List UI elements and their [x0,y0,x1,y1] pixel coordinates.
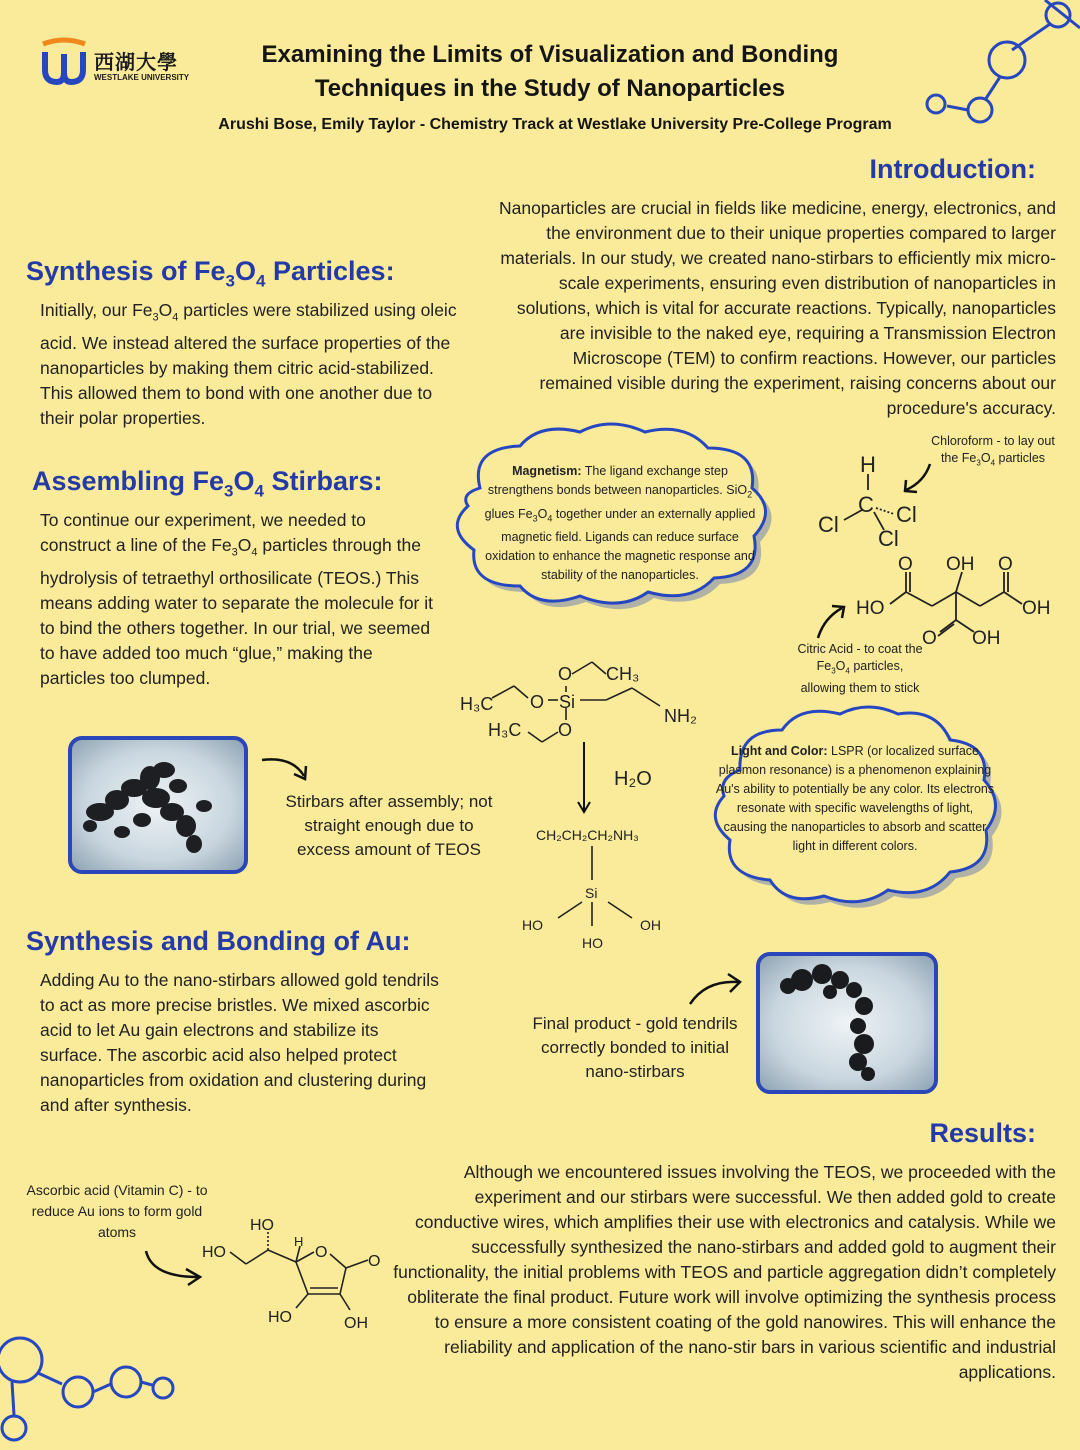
chloroform-cl-right: Cl [896,502,917,527]
results-text: Although we encountered issues involving the TEOS, we proceeded with the experiment and our stirbars were successful. We then added gold to create conductive wires, which amplifies their use with electronics and catalysis. While we successfully synthesized the nano-stirbars and added gold to augment their functionality, the initial problems with TEOS and particle aggregation didn’t completely obliterate the final product. Future work will involve optimizing the synthesis process to ensure a more consistent coating of the gold nanowires. This will enhance the reliability and application of the nano-stir bars in various scientific and industrial applications. [393,1162,1056,1382]
synthesis-heading: Synthesis of $Fe_3O_4$ Particles: [26,256,395,291]
citric-oh-bottom: OH [972,628,1001,649]
hydrolysed-si: Si [585,885,598,901]
down-arrow-icon [574,742,594,822]
curved-arrow-icon [812,602,852,642]
chloroform-cl-bottom: Cl [878,526,899,551]
citric-oh-top: OH [946,554,975,575]
citric-acid-structure [850,552,1060,652]
au-heading: Synthesis and Bonding of Au: [26,926,411,956]
curved-arrow-icon [258,752,318,792]
ascorbic-carbonyl-o: O [368,1253,381,1270]
poster-authors: Arushi Bose, Emily Taylor - Chemistry Track at Westlake University Pre-College Program [218,116,892,133]
hydrolysed-ho-bottom: HO [582,935,603,951]
citric-oh-right: OH [1022,598,1051,619]
ascorbic-acid-structure [200,1210,390,1330]
silane-o-left: O [530,692,545,712]
silane-structure [456,658,716,748]
hydrolysed-chain: CH₂CH₂CH₂NH₃ [536,827,639,843]
introduction-heading: Introduction: [869,154,1036,184]
assembling-heading: Assembling $Fe_3O_4$ Stirbars: [32,466,383,501]
logo-english: WESTLAKE UNIVERSITY [94,73,190,82]
silane-o-top: O [558,664,573,684]
curved-arrow-icon [686,970,756,1010]
silane-h3c-top: H₃C [460,694,494,714]
silane-o-bottom: O [558,720,573,740]
silane-nh2: NH₂ [664,706,697,726]
poster-title: Examining the Limits of Visualization and Bonding Techniques in the Study of Nanoparticles [261,41,839,102]
logo-chinese: 西湖大學 [94,50,178,74]
silane-si: Si [559,692,576,712]
logo [40,40,200,88]
chloroform-cl-left: Cl [818,512,839,537]
gold-tendrils-icon [760,956,934,1090]
stirbars-caption: Stirbars after assembly; not straight enough due to excess amount of TEOS [285,792,493,859]
ascorbic-oh-bottom: OH [344,1315,368,1332]
chloroform-label: Chloroform - to lay out the $Fe_3O_4$ particles [931,434,1055,468]
chloroform-structure [810,450,930,550]
ascorbic-ring-o: O [315,1244,328,1261]
citric-label: Citric Acid - to coat the $Fe_3O_4$ particles, allowing them to stick [797,642,923,695]
results-heading: Results: [929,1118,1036,1148]
citric-o-bottom: O [922,628,937,649]
chloroform-h: H [860,452,876,477]
au-text: Adding Au to the nano-stirbars allowed gold tendrils to act as more precise bristles. We mixed ascorbic acid to let Au gain electrons and stabilize its surface. The ascorbic acid also helped protect nanoparticles from oxidation and clustering during and after synthesis. [40,970,439,1115]
assembling-text: To continue our experiment, we needed to construct a line of the $Fe_3O_4$ particles through the hydrolysis of tetraethyl orthosilicate (TEOS.) This means adding water to separate the molecule for it to bind the others together. In our trial, we seemed to have added too much “glue,” making the particles too clumped. [40,510,433,688]
citric-ho-left: HO [856,598,885,619]
citric-o-right: O [998,554,1013,575]
final-product-photo [756,952,938,1094]
chloroform-c: C [858,492,874,517]
citric-o-left: O [898,554,913,575]
light-text: Light and Color: LSPR (or localized surface plasmon resonance) is a phenomenon explaining Au's ability to potentially be any color. Its electrons resonate with specific wavelengths of light, causing the nanoparticles to absorb and scatter light in different colors. [715,744,995,853]
magnetism-text: Magnetism: The ligand exchange step strengthens bonds between nanoparticles. SiO$_2$ glues $Fe_3O_4$ together under an externally applied magnetic field. Ligands can reduce surface oxidation to enhance the magnetic response and stability of the nanoparticles. [484,464,756,582]
hydrolysed-silane-structure [516,822,696,952]
molecule-decoration-bottom-icon [0,1330,200,1450]
ascorbic-h: H [294,1234,304,1249]
westlake-logo-icon [40,40,88,88]
hydrolysed-ho-left: HO [522,917,543,933]
water-label: H₂O [614,768,652,790]
final-caption: Final product - gold tendrils correctly bonded to initial nano-stirbars [532,1014,738,1081]
ascorbic-ho-left: HO [202,1244,226,1261]
stirbar-cluster-icon [72,740,244,870]
silane-ch3: CH₃ [606,664,640,684]
ascorbic-label: Ascorbic acid (Vitamin C) - to reduce Au ions to form gold atoms [26,1182,208,1240]
hydrolysed-oh-right: OH [640,917,661,933]
stirbars-photo [68,736,248,874]
ascorbic-ho-bottom: HO [268,1309,292,1326]
ascorbic-ho-top: HO [250,1217,274,1234]
synthesis-text: Initially, our $Fe_3O_4$ particles were stabilized using oleic acid. We instead altered the surface properties of the nanoparticles by making them citric acid-stabilized. This allowed them to bond with one another due to their polar properties. [40,300,457,428]
silane-h3c-bottom: H₃C [488,720,522,740]
introduction-text: Nanoparticles are crucial in fields like medicine, energy, electronics, and the environment due to their unique properties compared to larger materials. In our study, we created nano-stirbars to efficiently mix micro-scale experiments, ensuring even distribution of nanoparticles in solutions, which is vital for accurate reactions. Typically, nanoparticles are invisible to the naked eye, requiring a Transmission Electron Microscope (TEM) to confirm reactions. However, our particles remained visible during the experiment, raising concerns about our procedure's accuracy. [498,198,1056,418]
